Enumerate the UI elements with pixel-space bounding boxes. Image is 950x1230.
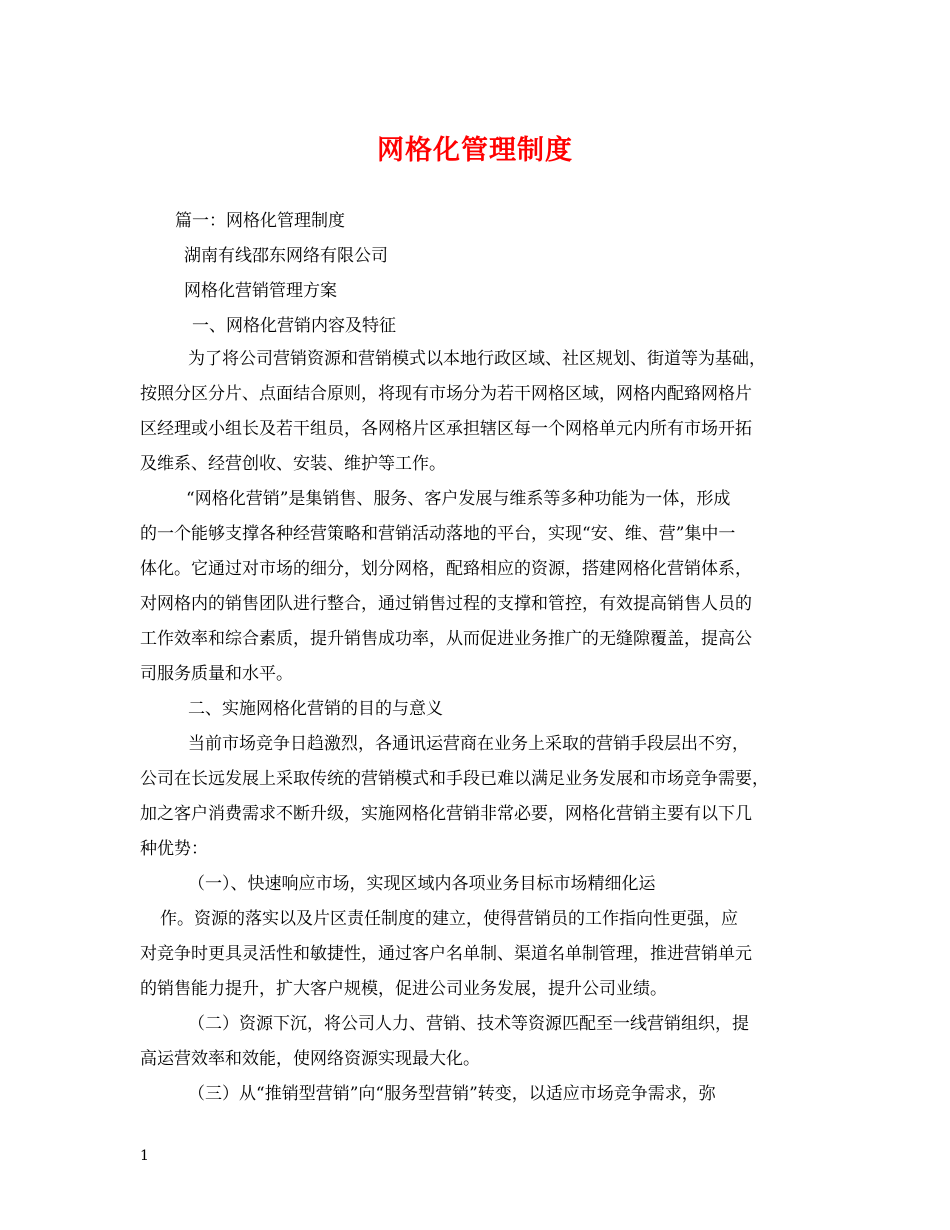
text-line: 工作效率和综合素质，提升销售成功率，从而促进业务推广的无缝隙覆盖，提高公 [140, 629, 752, 649]
text-line: “网格化营销”是集销售、服务、客户发展与维系等多种功能为一体，形成 [186, 489, 731, 509]
text-line: 体化。它通过对市场的细分，划分网格，配臵相应的资源，搭建网格化营销体系， [140, 559, 752, 579]
page-number: 1 [140, 1148, 149, 1164]
text-line: （一）、快速响应市场，实现区域内各项业务目标市场精细化运 [188, 874, 656, 894]
text-line: 的销售能力提升，扩大客户规模，促进公司业务发展，提升公司业绩。 [140, 979, 667, 999]
text-line: 按照分区分片、点面结合原则，将现有市场分为若干网格区域，网格内配臵网格片 [140, 384, 752, 404]
text-line: 对网格内的销售团队进行整合，通过销售过程的支撑和管控，有效提高销售人员的 [140, 594, 752, 614]
text-line: 种优势： [140, 839, 208, 859]
text-line: 公司在长远发展上采取传统的营销模式和手段已难以满足业务发展和市场竞争需要， [140, 769, 769, 789]
text-line: 一、网格化营销内容及特征 [192, 316, 396, 336]
text-line: 对竞争时更具灵活性和敏捷性，通过客户名单制、渠道名单制管理，推进营销单元 [140, 944, 752, 964]
text-line: 作。资源的落实以及片区责任制度的建立，使得营销员的工作指向性更强，应 [160, 909, 738, 929]
text-line: 网格化营销管理方案 [184, 281, 337, 301]
text-line: 高运营效率和效能，使网络资源实现最大化。 [140, 1049, 480, 1069]
text-line: 当前市场竞争日趋激烈，各通讯运营商在业务上采取的营销手段层出不穷， [188, 734, 749, 754]
text-line: 司服务质量和水平。 [140, 664, 293, 684]
text-line: 的一个能够支撑各种经营策略和营销活动落地的平台，实现“安、维、营”集中一 [140, 524, 736, 544]
text-line: 湖南有线邵东网络有限公司 [184, 246, 388, 266]
section-heading: 二、实施网格化营销的目的与意义 [188, 699, 443, 719]
text-line: （三）从“推销型营销”向“服务型营销”转变，以适应市场竞争需求，弥 [188, 1084, 716, 1104]
text-line: 区经理或小组长及若干组员，各网格片区承担辖区每一个网格单元内所有市场开拓 [140, 419, 752, 439]
text-line: 篇一：网格化管理制度 [175, 211, 345, 231]
page-title: 网格化管理制度 [377, 135, 573, 166]
text-line: 为了将公司营销资源和营销模式以本地行政区域、社区规划、街道等为基础， [188, 349, 766, 369]
text-line: 及维系、经营创收、安装、维护等工作。 [140, 454, 446, 474]
text-line: （二）资源下沉，将公司人力、营销、技术等资源匹配至一线营销组织，提 [188, 1014, 749, 1034]
text-line: 加之客户消费需求不断升级，实施网格化营销非常必要，网格化营销主要有以下几 [140, 804, 752, 824]
